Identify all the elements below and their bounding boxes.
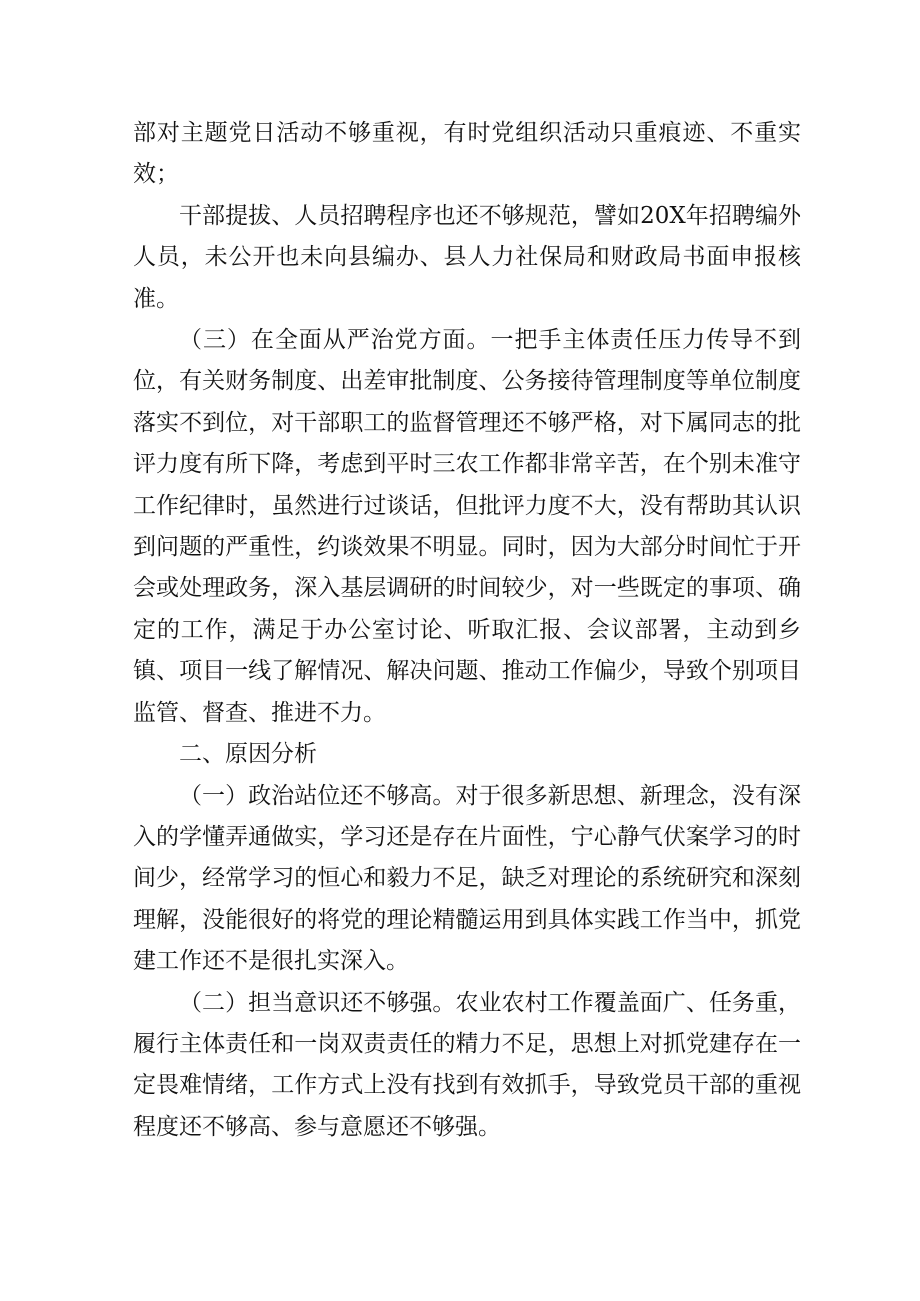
section-heading-cause-analysis: 二、原因分析 [179, 741, 317, 768]
paragraph-recruitment: 干部提拔、人员招聘程序也还不够规范，譬如20X年招聘编外人员，未公开也未向县编办、县人力社保局和财政局书面申报核准。 [133, 202, 801, 312]
paragraph-party-governance: （三）在全面从严治党方面。一把手主体责任压力传导不到位，有关财务制度、出差审批制度、公务接待管理制度等单位制度落实不到位，对干部职工的监督管理还不够严格，对下属同志的批评力度有所下降，考虑到平时三农工作都非常辛苦，在个别未准守工作纪律时，虽然进行过谈话，但批评力度不大，没有帮助其认识到问题的严重性，约谈效果不明显。同时，因为大部分时间忙于开会或处理政务，深入基层调研的时间较少，对一些既定的事项、确定的工作，满足于办公室讨论、听取汇报、会议部署，主动到乡镇、项目一线了解情况、解决问题、推动工作偏少，导致个别项目监管、督查、推进不力。 [133, 327, 801, 726]
paragraph-continuation: 部对主题党日活动不够重视，有时党组织活动只重痕迹、不重实效； [133, 120, 801, 188]
document-page [133, 113, 801, 1148]
paragraph-responsibility: （二）担当意识还不够强。农业农村工作覆盖面广、任务重，履行主体责任和一岗双责责任的精力不足，思想上对抓党建存在一定畏难情绪，工作方式上没有找到有效抓手，导致党员干部的重视程度还不够高、参与意愿还不够强。 [133, 989, 801, 1140]
paragraph-political-stance: （一）政治站位还不够高。对于很多新思想、新理念，没有深入的学懂弄通做实，学习还是存在片面性，宁心静气伏案学习的时间少，经常学习的恒心和毅力不足，缺乏对理论的系统研究和深刻理解，没能很好的将党的理论精髓运用到具体实践工作当中，抓党建工作还不是很扎实深入。 [133, 782, 801, 975]
